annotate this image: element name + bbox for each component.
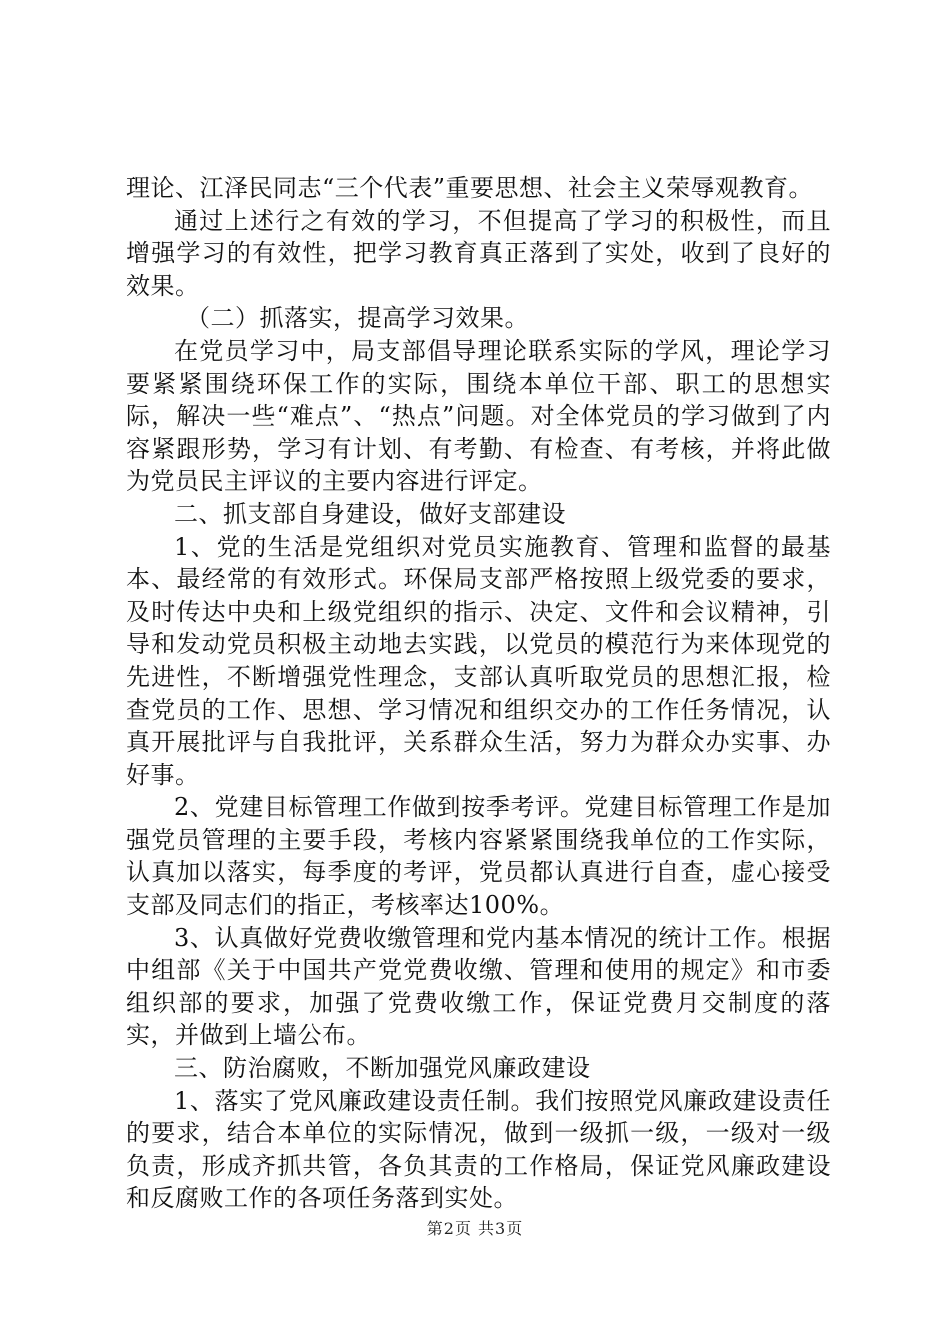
paragraph-party-life: 1、党的生活是党组织对党员实施教育、管理和监督的最基本、最经常的有效形式。环保局支部严格按照上级党委的要求，及时传达中央和上级党组织的指示、决定、文件和会议精神，引导和发动党员积极主动地去实践，以党员的模范行为来体现党的先进性，不断增强党性理念，支部认真听取党员的思想汇报，检查党员的工作、思想、学习情况和组织交办的工作任务情况，认真开展批评与自我批评，关系群众生活，努力为群众办实事、办好事。 [126,532,831,789]
subheading-implementation: （二）抓落实，提高学习效果。 [186,304,529,333]
heading-anti-corruption: 三、防治腐败，不断加强党风廉政建设 [174,1054,591,1083]
paragraph-target-management: 2、党建目标管理工作做到按季考评。党建目标管理工作是加强党员管理的主要手段，考核内容紧紧围绕我单位的工作实际，认真加以落实，每季度的考评，党员都认真进行自查，虚心接受支部及同志们的指正，考核率达100%。 [126,793,831,920]
document-body [126,172,831,1215]
heading-branch-building: 二、抓支部自身建设，做好支部建设 [174,499,566,528]
paragraph-responsibility-system: 1、落实了党风廉政建设责任制。我们按照党风廉政建设责任的要求，结合本单位的实际情况，做到一级抓一级，一级对一级负责，形成齐抓共管，各负其责的工作格局，保证党风廉政建设和反腐败工作的各项任务落到实处。 [126,1086,831,1213]
paragraph-study-style: 在党员学习中，局支部倡导理论联系实际的学风，理论学习要紧紧围绕环保工作的实际，围绕本单位干部、职工的思想实际，解决一些“难点”、“热点”问题。对全体党员的学习做到了内容紧跟形势，学习有计划、有考勤、有检查、有考核，并将此做为党员民主评议的主要内容进行评定。 [126,336,831,496]
paragraph-continuation: 理论、江泽民同志“三个代表”重要思想、社会主义荣辱观教育。 [126,174,814,202]
paragraph-party-dues: 3、认真做好党费收缴管理和党内基本情况的统计工作。根据中组部《关于中国共产党党费收缴、管理和使用的规定》和市委组织部的要求，加强了党费收缴工作，保证党费月交制度的落实，并做到上墙公布。 [126,923,831,1050]
paragraph-study-effect: 通过上述行之有效的学习，不但提高了学习的积极性，而且增强学习的有效性，把学习教育真正落到了实处，收到了良好的效果。 [126,206,831,300]
page-footer: 第2页 共3页 [426,1219,524,1238]
